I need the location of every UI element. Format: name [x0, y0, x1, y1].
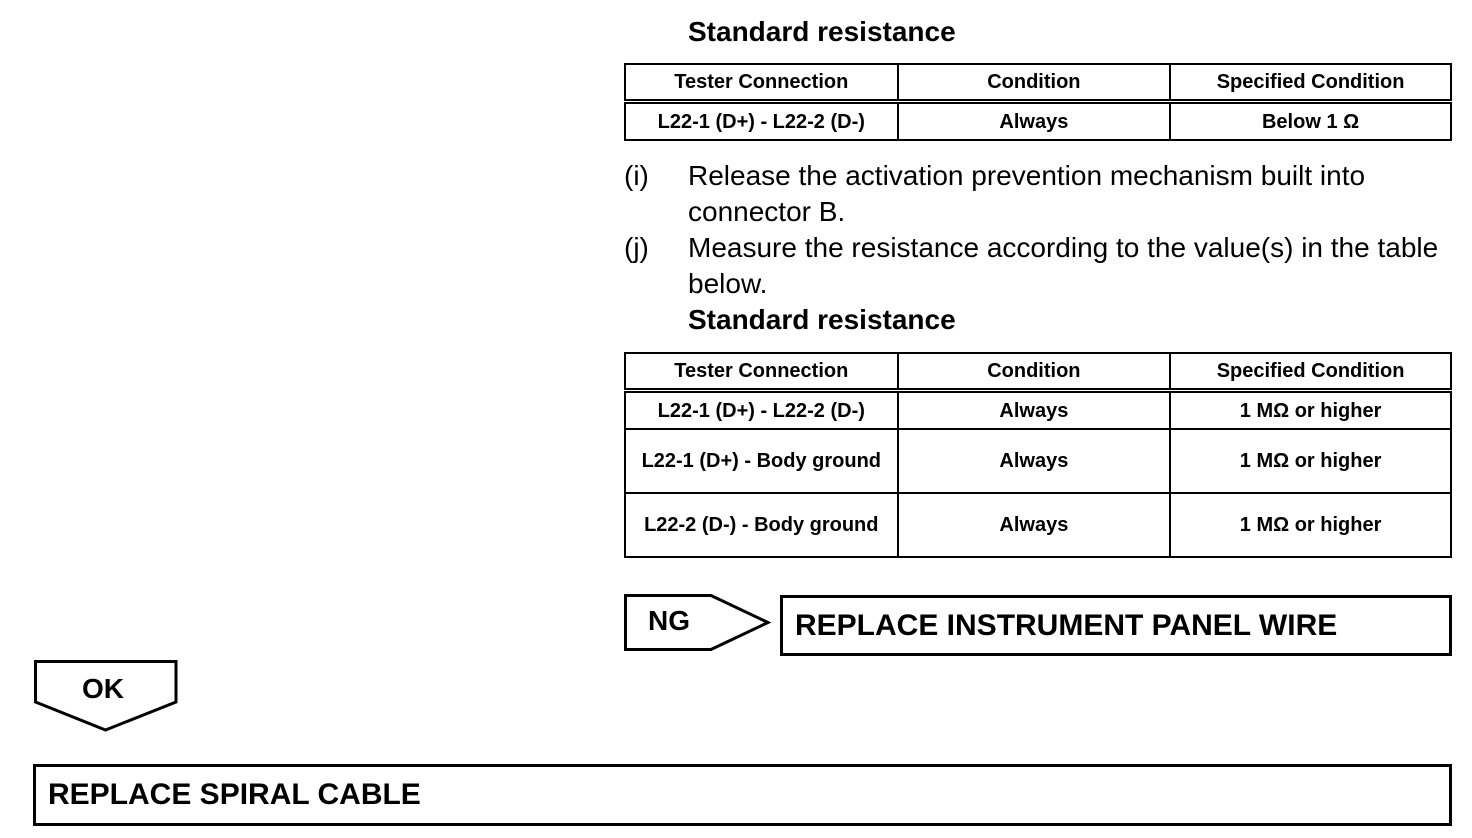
header-specified-condition: Specified Condition — [1170, 64, 1451, 102]
cell-specified-condition: 1 MΩ or higher — [1170, 429, 1451, 493]
cell-tester-connection: L22-1 (D+) - L22-2 (D-) — [625, 391, 898, 430]
ng-label: NG — [648, 605, 690, 636]
step-text: Release the activation prevention mechanism built into connector B. — [688, 160, 1366, 227]
ng-arrow-icon — [624, 594, 772, 652]
header-condition: Condition — [898, 64, 1171, 102]
cell-specified-condition: Below 1 Ω — [1170, 102, 1451, 141]
cell-condition: Always — [898, 391, 1171, 430]
ok-result-box: REPLACE SPIRAL CABLE — [33, 764, 1452, 826]
header-tester-connection: Tester Connection — [625, 353, 898, 391]
step-text: Measure the resistance according to the value(s) in the table below. — [688, 232, 1439, 299]
header-condition: Condition — [898, 353, 1171, 391]
cell-tester-connection: L22-2 (D-) - Body ground — [625, 493, 898, 557]
table2-heading: Standard resistance — [688, 304, 956, 335]
step-j — [624, 230, 1452, 302]
table-row — [625, 493, 1451, 557]
header-specified-condition: Specified Condition — [1170, 353, 1451, 391]
table1-heading: Standard resistance — [688, 16, 956, 47]
standard-resistance-table-1 — [624, 63, 1452, 141]
cell-tester-connection: L22-1 (D+) - L22-2 (D-) — [625, 102, 898, 141]
step-marker: (i) — [624, 160, 649, 191]
cell-condition: Always — [898, 429, 1171, 493]
cell-specified-condition: 1 MΩ or higher — [1170, 493, 1451, 557]
standard-resistance-table-2 — [624, 352, 1452, 558]
step-i — [624, 158, 1452, 230]
cell-condition: Always — [898, 493, 1171, 557]
table-header-row — [625, 64, 1451, 102]
table-row — [625, 102, 1451, 141]
cell-specified-condition: 1 MΩ or higher — [1170, 391, 1451, 430]
table-header-row — [625, 353, 1451, 391]
table-row — [625, 391, 1451, 430]
ok-label: OK — [82, 673, 124, 704]
ng-result-box: REPLACE INSTRUMENT PANEL WIRE — [780, 595, 1452, 656]
cell-condition: Always — [898, 102, 1171, 141]
cell-tester-connection: L22-1 (D+) - Body ground — [625, 429, 898, 493]
header-tester-connection: Tester Connection — [625, 64, 898, 102]
step-marker: (j) — [624, 232, 649, 263]
table-row — [625, 429, 1451, 493]
